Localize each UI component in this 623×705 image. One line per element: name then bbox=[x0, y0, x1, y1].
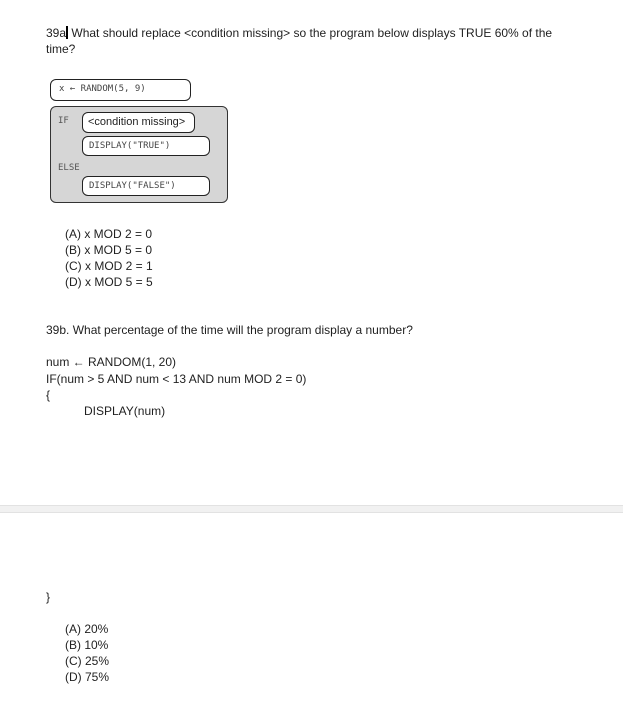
q39a-option-c: (C) x MOD 2 = 1 bbox=[65, 259, 153, 273]
q39b-option-a: (A) 20% bbox=[65, 622, 109, 636]
q39a-option-a: (A) x MOD 2 = 0 bbox=[65, 227, 153, 241]
display-true-statement: DISPLAY("TRUE") bbox=[82, 136, 210, 156]
else-keyword: ELSE bbox=[58, 163, 80, 173]
code-open-brace: { bbox=[46, 388, 51, 402]
assign-statement: x ← RANDOM(5, 9) bbox=[50, 79, 191, 101]
if-keyword: IF bbox=[58, 116, 69, 126]
q39b-option-b: (B) 10% bbox=[65, 638, 109, 652]
question-39a-prompt bbox=[46, 25, 556, 57]
code-line-random: num ← RANDOM(1, 20) bbox=[46, 355, 177, 369]
q39a-option-b: (B) x MOD 5 = 0 bbox=[65, 243, 153, 257]
q39a-option-d: (D) x MOD 5 = 5 bbox=[65, 275, 153, 289]
display-false-statement: DISPLAY("FALSE") bbox=[82, 176, 210, 196]
question-39a-number: 39a bbox=[46, 26, 67, 40]
condition-placeholder: <condition missing> bbox=[82, 112, 195, 133]
code-line-display: DISPLAY(num) bbox=[84, 404, 166, 418]
q39b-option-d: (D) 75% bbox=[65, 670, 110, 684]
page-break bbox=[0, 505, 623, 513]
code-close-brace: } bbox=[46, 590, 51, 604]
if-else-block bbox=[50, 106, 228, 203]
question-39b-prompt: 39b. What percentage of the time will the program display a number? bbox=[46, 323, 413, 337]
text-cursor bbox=[66, 26, 68, 39]
code-line-if: IF(num > 5 AND num < 13 AND num MOD 2 = 0) bbox=[46, 372, 307, 386]
q39b-option-c: (C) 25% bbox=[65, 654, 110, 668]
question-39a-text: What should replace <condition missing> so the program below displays TRUE 60% of the time? bbox=[46, 26, 553, 56]
code-block-diagram bbox=[46, 74, 232, 208]
